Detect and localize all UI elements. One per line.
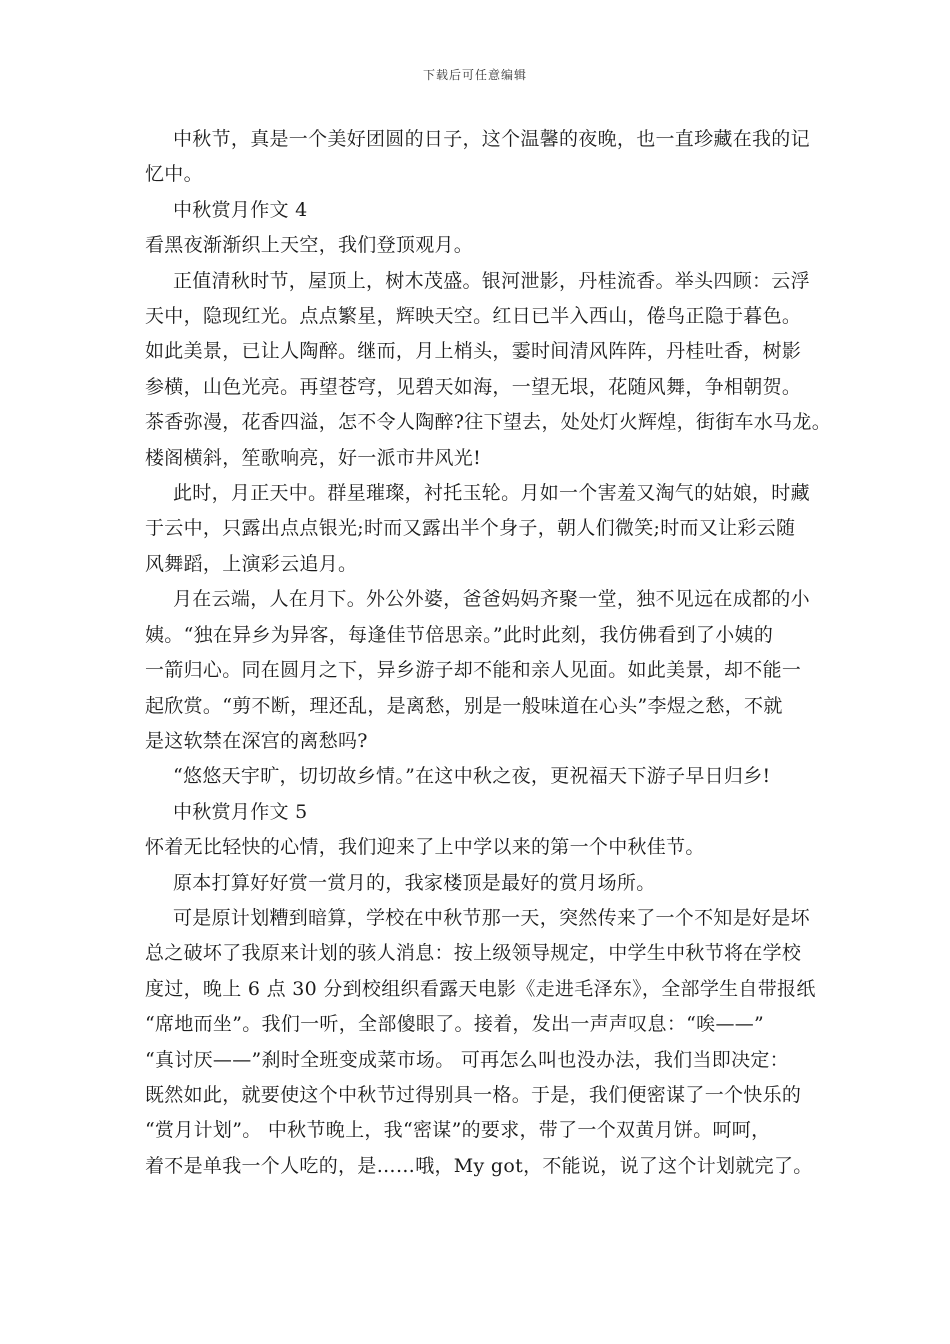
text-line: 是这软禁在深宫的离愁吗? [145, 729, 368, 752]
text-line: 一箭归心。同在圆月之下，异乡游子却不能和亲人见面。如此美景，却不能一 [145, 659, 802, 682]
text-line: 总之破坏了我原来计划的骇人消息：按上级领导规定，中学生中秋节将在学校 [145, 942, 802, 965]
text-line: 姨。“独在异乡为异客，每逢佳节倍思亲。”此时此刻，我仿佛看到了小姨的 [145, 623, 774, 646]
text-line: 茶香弥漫，花香四溢，怎不令人陶醉?往下望去，处处灯火辉煌，街街车水马龙。 [145, 411, 831, 434]
text-line: 楼阁横斜，笙歌响亮，好一派市井风光! [145, 446, 482, 469]
text-line: 如此美景，已让人陶醉。继而，月上梢头，霎时间清风阵阵，丹桂吐香，树影 [145, 340, 802, 363]
text-line: 度过，晚上 6 点 30 分到校组织看露天电影《走进毛泽东》，全部学生自带报纸 [145, 977, 816, 1000]
text-line: 看黑夜渐渐织上天空，我们登顶观月。 [145, 234, 474, 257]
text-line: 忆中。 [145, 163, 203, 186]
text-line: 既然如此，就要使这个中秋节过得别具一格。于是，我们便密谋了一个快乐的 [145, 1083, 802, 1106]
text-line: 此时，月正天中。群星璀璨，衬托玉轮。月如一个害羞又淘气的姑娘，时藏 [173, 482, 810, 505]
text-line: 中秋赏月作文 4 [173, 198, 308, 221]
text-line: 中秋节，真是一个美好团圆的日子，这个温馨的夜晚，也一直珍藏在我的记 [173, 128, 810, 150]
text-line: 天中，隐现红光。点点繁星，辉映天空。红日已半入西山，倦鸟正隐于暮色。 [145, 305, 802, 328]
page-header: 下载后可任意编辑 [422, 68, 527, 82]
text-line: 中秋赏月作文 5 [173, 800, 308, 823]
text-line: 可是原计划糟到暗算，学校在中秋节那一天，突然传来了一个不知是好是坏 [173, 906, 810, 929]
text-line: 正值清秋时节，屋顶上，树木茂盛。银河泄影，丹桂流香。举头四顾：云浮 [173, 269, 810, 292]
text-line: 原本打算好好赏一赏月的，我家楼顶是最好的赏月场所。 [173, 871, 656, 894]
text-line: 风舞蹈，上演彩云追月。 [145, 552, 358, 575]
text-line: 着不是单我一个人吃的，是……哦，My got，不能说，说了这个计划就完了。 [145, 1154, 813, 1177]
text-line: 于云中，只露出点点银光;时而又露出半个身子，朝人们微笑;时而又让彩云随 [145, 517, 796, 540]
text-line: “悠悠天宇旷，切切故乡情。”在这中秋之夜，更祝福天下游子早日归乡! [173, 765, 771, 788]
text-line: 起欣赏。“剪不断，理还乱，是离愁，别是一般味道在心头”李煜之愁，不就 [145, 694, 783, 717]
document-body [145, 122, 831, 1184]
text-line: 月在云端，人在月下。外公外婆，爸爸妈妈齐聚一堂，独不见远在成都的小 [173, 588, 810, 611]
text-line: “真讨厌——”刹时全班变成菜市场。 可再怎么叫也没办法，我们当即决定： [145, 1048, 789, 1071]
text-line: 怀着无比轻快的心情，我们迎来了上中学以来的第一个中秋佳节。 [145, 836, 705, 859]
text-line: “席地而坐”。我们一听，全部傻眼了。接着，发出一声声叹息：“唉——” [145, 1013, 765, 1036]
text-line: 参横，山色光亮。再望苍穹，见碧天如海，一望无垠，花随风舞，争相朝贺。 [145, 375, 802, 398]
text-line: “赏月计划”。 中秋节晚上，我“密谋”的要求，带了一个双黄月饼。呵呵， [145, 1119, 771, 1142]
